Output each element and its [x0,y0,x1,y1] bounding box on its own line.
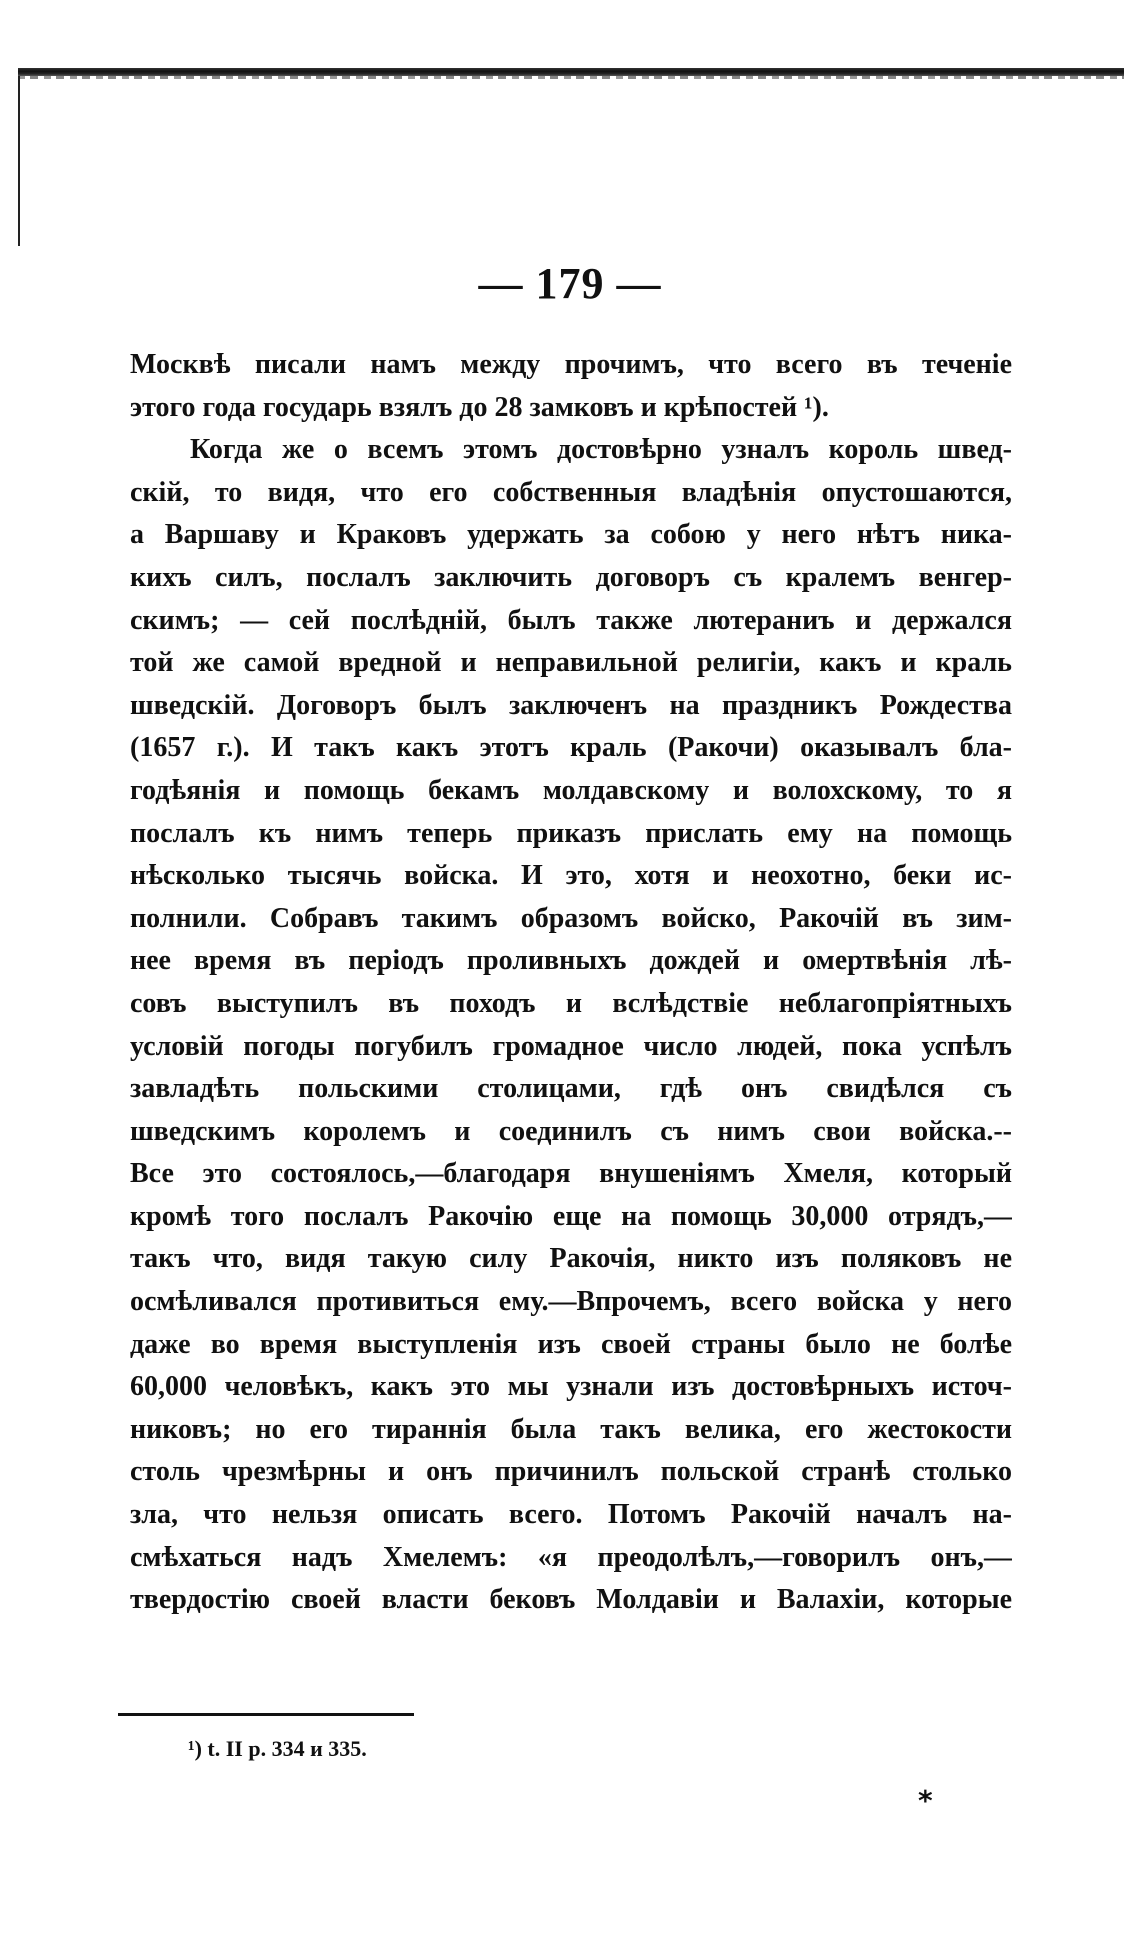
text-line: шведскимъ королемъ и соединилъ съ нимъ свои войска.-- [130,1115,1012,1147]
top-border-rule [18,68,1124,76]
text-line: послалъ къ нимъ теперь приказъ прислать ему на помощь [130,817,1012,849]
text-line: скій, то видя, что его собственныя владѣнія опустошаются, [130,476,1012,508]
footnote [188,1736,367,1762]
text-line: скимъ; — сей послѣдній, былъ также лютераниъ и держался [130,604,1012,636]
text-line: шведскій. Договоръ былъ заключенъ на праздникъ Рождества [130,689,1012,721]
text-line: этого года государь взялъ до 28 замковъ и крѣпостей ¹). [130,391,829,423]
text-line: нее время въ періодъ проливныхъ дождей и омертвѣнія лѣ- [130,945,1012,977]
left-border-rule [18,76,20,246]
body-text [130,344,1012,1622]
text-line: нѣсколько тысячь войска. И это, хотя и неохотно, беки ис- [130,860,1012,892]
footnote-separator [118,1713,414,1716]
text-line: кихъ силъ, послалъ заключить договоръ съ кралемъ венгер- [130,561,1012,593]
text-line: той же самой вредной и неправильной религіи, какъ и краль [130,647,1012,679]
text-line: зла, что нельзя описать всего. Потомъ Ракочій началъ на- [130,1499,1012,1531]
text-line: а Варшаву и Краковъ удержать за собою у него нѣтъ ника- [130,519,1012,551]
page-number: — 179 — [478,259,662,308]
text-line: 60,000 человѣкъ, какъ это мы узнали изъ достовѣрныхъ источ- [130,1371,1012,1403]
text-line: Все это состоялось,—благодаря внушеніямъ Хмеля, который [130,1158,1012,1190]
footnote-marker: ¹) [188,1736,202,1761]
text-line: условій погоды погубилъ громадное число людей, пока успѣлъ [130,1030,1012,1062]
text-line: такъ что, видя такую силу Ракочія, никто изъ поляковъ не [130,1243,1012,1275]
text-line: Москвѣ писали намъ между прочимъ, что всего въ теченіе [130,349,1012,380]
text-line: осмѣливался противиться ему.—Впрочемъ, всего войска у него [130,1286,1012,1318]
text-line: столь чрезмѣрны и онъ причинилъ польской странѣ столько [130,1456,1012,1488]
text-line: даже во время выступленія изъ своей страны было не болѣе [130,1328,1012,1360]
asterisk-mark: * [918,1784,933,1817]
text-line: твердостію своей власти бековъ Молдавіи и Валахіи, которые [130,1584,1012,1616]
footnote-text: t. II p. 334 и 335. [207,1736,367,1761]
text-line: полнили. Собравъ такимъ образомъ войско, Ракочій въ зим- [130,902,1012,934]
text-line: никовъ; но его тираннія была такъ велика, его жестокости [130,1413,1012,1445]
text-line: кромѣ того послалъ Ракочію еще на помощь 30,000 отрядъ,— [130,1200,1012,1232]
text-line: годѣянія и помощь бекамъ молдавскому и волохскому, то я [130,774,1012,806]
text-line: завладѣть польскими столицами, гдѣ онъ свидѣлся съ [130,1073,1012,1105]
text-line: (1657 г.). И такъ какъ этотъ краль (Ракочи) оказывалъ бла- [130,732,1012,764]
text-line: смѣхаться надъ Хмелемъ: «я преодолѣлъ,—говорилъ онъ,— [130,1541,1012,1573]
text-line: Когда же о всемъ этомъ достовѣрно узналъ король швед- [190,434,1012,466]
text-line: совъ выступилъ въ походъ и вслѣдствіе неблагопріятныхъ [130,987,1012,1019]
